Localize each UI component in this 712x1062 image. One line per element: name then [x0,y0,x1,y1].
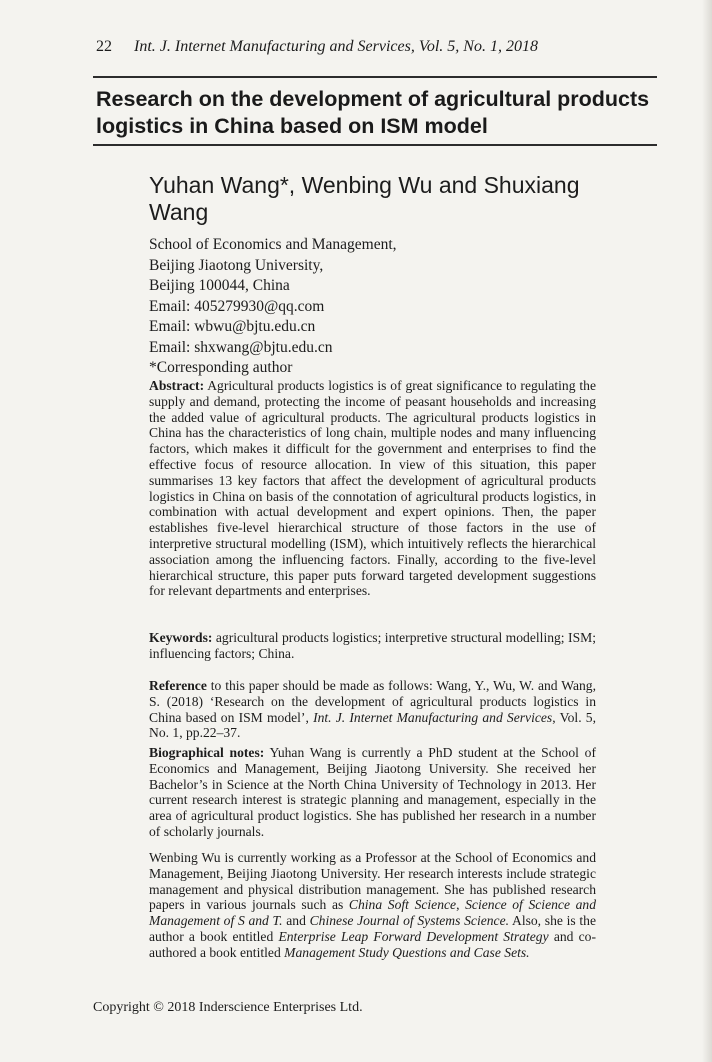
reference [149,678,596,741]
email-line: Email: wbwu@bjtu.edu.cn [149,318,316,335]
bio-label: Biographical notes: [149,745,265,760]
biographical-notes [149,745,596,840]
page-edge-shadow [702,0,712,1062]
reference-label: Reference [149,678,207,693]
bio-wenbing-wu-paragraph [149,850,596,961]
abstract-text: Agricultural products logistics is of great significance to regulating the supply and demand, protecting the income of peasant households and increasing the added value of agricultural products. The agricultural products logistics in China has the characteristics of long chain, multiple nodes and many influencing factors, which makes it difficult for the government and enterprises to find the effective focus of resource allocation. In view of this situation, this paper summarises 13 key factors that affect the development of agricultural products logistics in China on basis of the connotation of agricultural products logistics, in combination with actual development and expert opinions. Then, the paper establishes five-level hierarchical structure of those factors in the use of interpretive structural modelling (ISM), which intuitively reflects the hierarchical association among the influencing factors. Finally, according to the five-level hierarchical structure, this paper puts forward targeted development suggestions for relevant departments and enterprises. [149,378,596,599]
book-title: Enterprise Leap Forward Development Strategy [278,928,549,944]
bio-wenbing-wu: Wenbing Wu is currently working as a Professor at the School of Economics and Management, Beijing Jiaotong University. Her research interests include strategic management and physical distribution management. She has published research papers in various journals such as [149,850,596,913]
journal-citation: Int. J. Internet Manufacturing and Services, Vol. 5, No. 1, 2018 [134,38,538,55]
affiliation-line: Beijing 100044, China [149,277,290,294]
book-title: Management Study Questions and Case Sets. [284,944,530,960]
page-number: 22 [96,38,112,55]
bio-text: and co-authored a book entitled [149,928,596,960]
reference-text: to this paper should be made as follows: Wang, Y., Wu, W. and Wang, S. (2018) ‘Research on the development of agricultural products logistics in China based on ISM model’, [149,678,597,725]
affiliation-line: Beijing Jiaotong University, [149,256,324,274]
corresponding-author-note: *Corresponding author [149,359,293,376]
affiliation-line: School of Economics and Management, [149,236,397,253]
keywords-label: Keywords: [149,630,213,645]
affiliation-block [149,235,609,379]
separator: and [286,913,306,929]
journal-name: Chinese Journal of Systems Science. [309,913,510,929]
keywords-text: agricultural products logistics; interpretive structural modelling; ISM; influencing factors; China. [149,630,596,661]
reference-details: , Vol. 5, No. 1, pp.22–37. [149,709,596,741]
bio-yuhan-wang: Yuhan Wang is currently a PhD student at the School of Economics and Management, Beijing Jiaotong University. She received her Bachelor’s in Science at the North China University of Technology in 2013. Her current research interest is strategic planning and management, especially in the area of agricultural product logistics. She has published her research in a number of scholarly journals. [149,745,596,839]
author-list: Yuhan Wang*, Wenbing Wu and Shuxiang Wang [149,172,580,225]
title-bottom-rule [93,144,657,146]
title-top-rule [93,76,657,78]
email-line: Email: 405279930@qq.com [149,297,325,315]
paper-title: Research on the development of agricultural products logistics in China based on ISM model [96,87,650,138]
running-header [96,38,656,56]
email-line: Email: shxwang@bjtu.edu.cn [149,338,333,356]
abstract-label: Abstract: [149,378,205,393]
journal-name: Science of Science and Management of S and T. [149,897,596,929]
separator: , [456,897,460,913]
abstract [149,378,596,599]
copyright-footer: Copyright © 2018 Inderscience Enterprises Ltd. [93,1000,363,1015]
reference-journal: Int. J. Internet Manufacturing and Services [313,709,553,725]
keywords [149,630,596,662]
bio-text: Also, she is the author a book entitled [149,913,596,944]
journal-name: China Soft Science [348,897,457,913]
